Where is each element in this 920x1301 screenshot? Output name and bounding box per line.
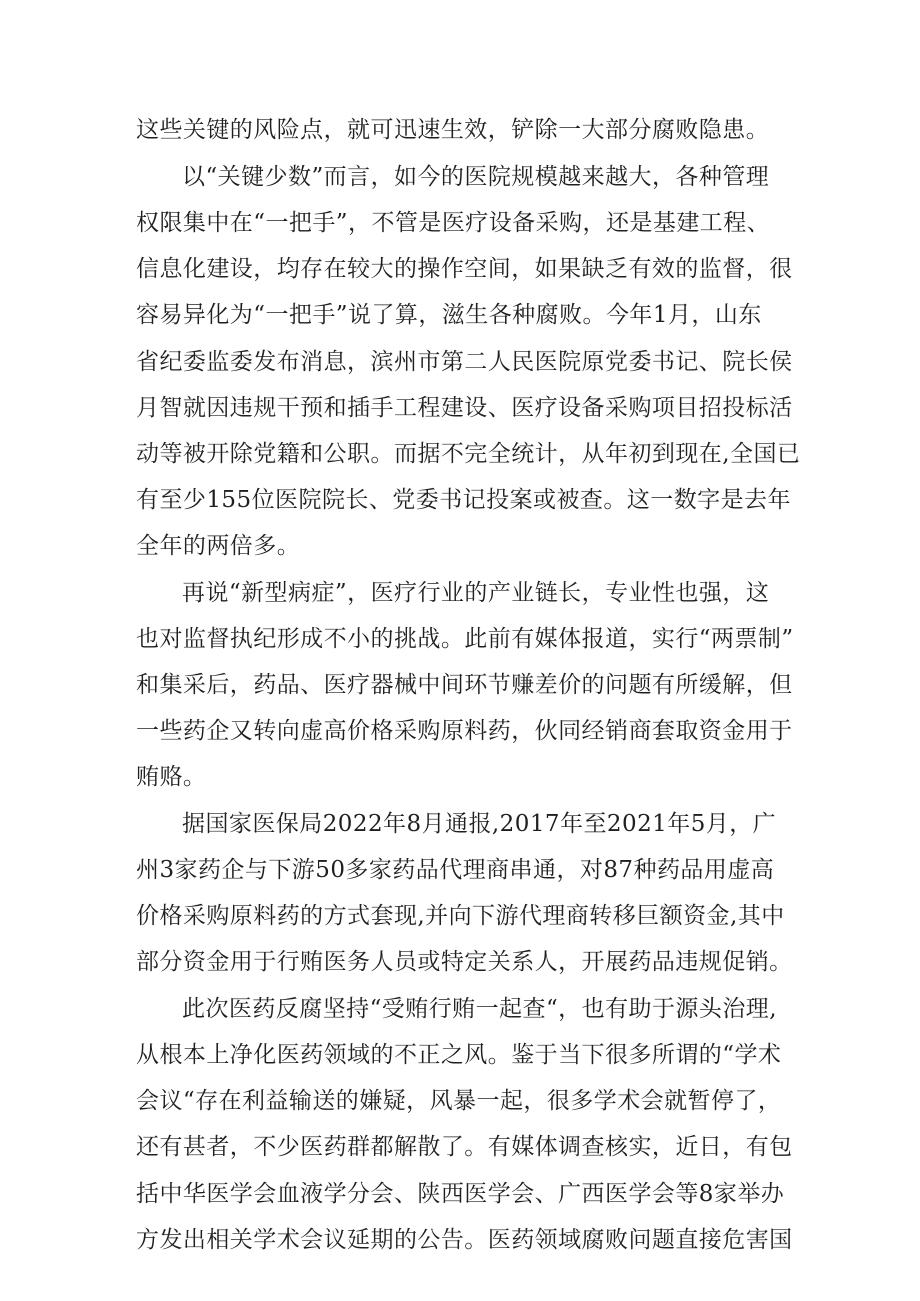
text-line: 权限集中在“一把手”，不管是医疗设备采购，还是基建工程、: [136, 210, 771, 236]
text-line: 容易异化为“一把手”说了算，滋生各种腐败。今年1月，山东: [136, 302, 762, 328]
text-line: 一些药企又转向虚高价格采购原料药，伙同经销商套取资金用于: [136, 718, 793, 744]
text-line: 还有甚者，不少医药群都解散了。有媒体调查核实，近日，有包: [136, 1134, 793, 1160]
text-line: 和集采后，药品、医疗器械中间环节赚差价的问题有所缓解，但: [136, 672, 793, 698]
text-line: 部分资金用于行贿医务人员或特定关系人，开展药品违规促销。: [136, 949, 793, 975]
text-line: 省纪委监委发布消息，滨州市第二人民医院原党委书记、院长侯: [136, 349, 793, 375]
paragraph-first-line: 以“关键少数”而言，如今的医院规模越来越大，各种管理: [182, 164, 770, 190]
text-line: 也对监督执纪形成不小的挑战。此前有媒体报道，实行“两票制”: [136, 626, 794, 652]
paragraph-first-line: 据国家医保局2022年8月通报,2017年至2021年5月，广: [182, 811, 777, 837]
text-line: 会议“存在利益输送的嫌疑，风暴一起，很多学术会就暂停了，: [136, 1088, 782, 1114]
text-line: 这些关键的风险点，就可迅速生效，铲除一大部分腐败隐患。: [136, 117, 770, 143]
text-line: 月智就因违规干预和插手工程建设、医疗设备采购项目招投标活: [136, 395, 793, 421]
paragraph-first-line: 此次医药反腐坚持“受贿行贿一起查“，也有助于源头治理,: [182, 996, 777, 1022]
text-line: 有至少155位医院院长、党委书记投案或被查。这一数字是去年: [136, 487, 791, 513]
text-line: 价格采购原料药的方式套现,并向下游代理商转移巨额资金,其中: [136, 903, 785, 929]
text-line: 贿赂。: [136, 764, 207, 790]
text-line: 括中华医学会血液学分会、陕西医学会、广西医学会等8家举办: [136, 1181, 785, 1207]
text-line: 州3家药企与下游50多家药品代理商串通，对87种药品用虚高: [136, 857, 775, 883]
paragraph-first-line: 再说“新型病症”，医疗行业的产业链长，专业性也强，这: [182, 580, 770, 606]
text-line: 方发出相关学术会议延期的公告。医药领域腐败问题直接危害国: [136, 1227, 793, 1253]
text-line: 动等被开除党籍和公职。而据不完全统计，从年初到现在,全国已: [136, 441, 801, 467]
text-line: 信息化建设，均存在较大的操作空间，如果缺乏有效的监督，很: [136, 256, 793, 282]
text-line: 从根本上净化医药领域的不正之风。鉴于当下很多所谓的“学术: [136, 1042, 782, 1068]
text-line: 全年的两倍多。: [136, 533, 301, 559]
